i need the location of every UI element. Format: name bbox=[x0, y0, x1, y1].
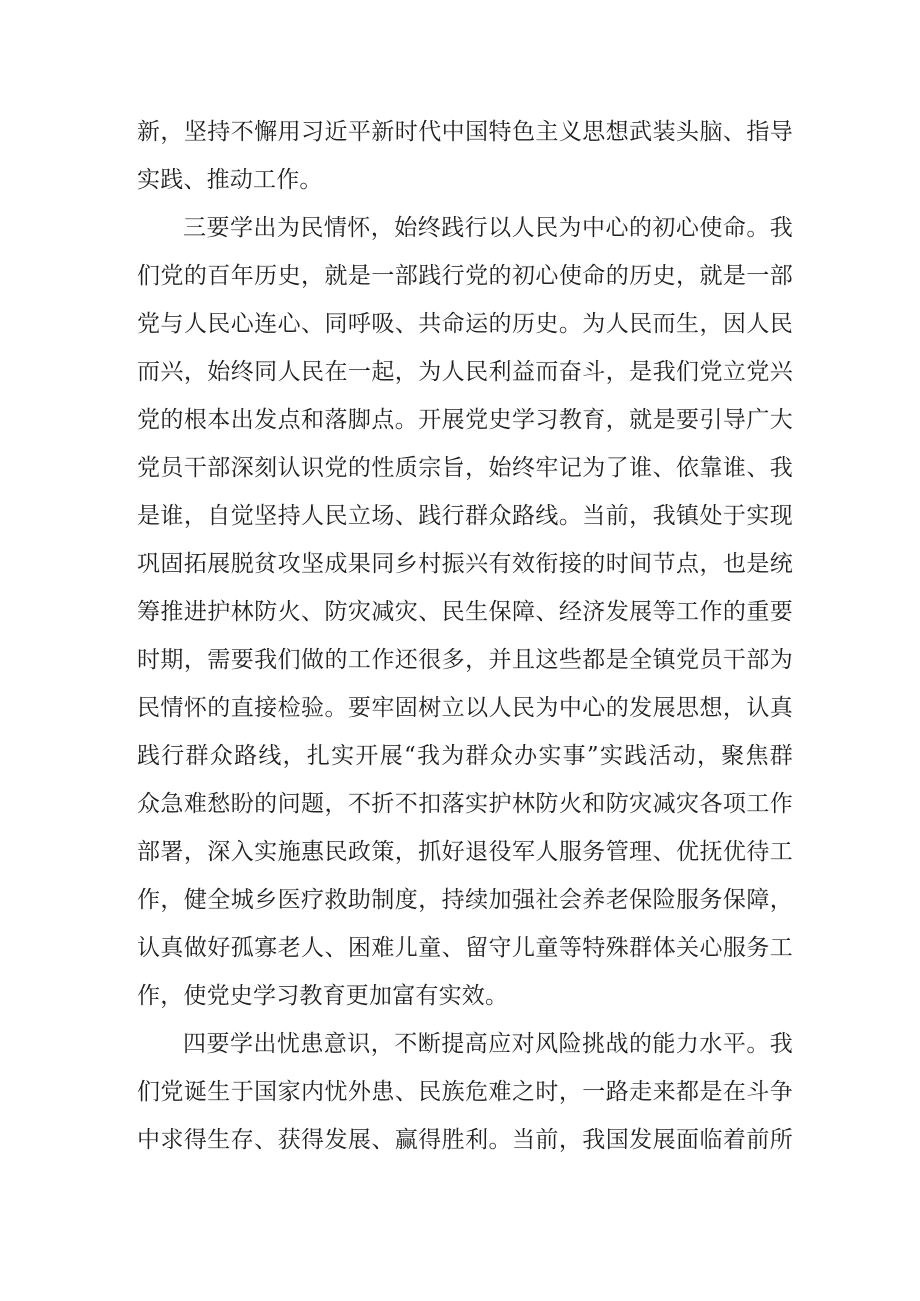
text-line: 部署，深入实施惠民政策，抓好退役军人服务管理、优抚优待工 bbox=[137, 839, 793, 865]
text-line: 党的根本出发点和落脚点。开展党史学习教育，就是要引导广大 bbox=[137, 407, 793, 433]
text-line: 众急难愁盼的问题，不折不扣落实护林防火和防灾减灾各项工作 bbox=[137, 791, 793, 817]
paragraph-start-line: 四要学出忧患意识，不断提高应对风险挑战的能力水平。我 bbox=[183, 1031, 793, 1057]
text-line: 筹推进护林防火、防灾减灾、民生保障、经济发展等工作的重要 bbox=[137, 599, 793, 625]
text-line: 们党诞生于国家内忧外患、民族危难之时，一路走来都是在斗争 bbox=[137, 1079, 793, 1105]
text-line: 中求得生存、获得发展、赢得胜利。当前，我国发展面临着前所 bbox=[137, 1127, 793, 1153]
text-line: 党员干部深刻认识党的性质宗旨，始终牢记为了谁、依靠谁、我 bbox=[137, 455, 793, 481]
text-line: 巩固拓展脱贫攻坚成果同乡村振兴有效衔接的时间节点，也是统 bbox=[137, 551, 793, 577]
text-line: 践行群众路线，扎实开展“我为群众办实事”实践活动，聚焦群 bbox=[137, 743, 793, 769]
text-line: 认真做好孤寡老人、困难儿童、留守儿童等特殊群体关心服务工 bbox=[137, 935, 793, 961]
text-line: 新，坚持不懈用习近平新时代中国特色主义思想武装头脑、指导 bbox=[137, 119, 793, 145]
text-line: 作，健全城乡医疗救助制度，持续加强社会养老保险服务保障， bbox=[137, 887, 793, 913]
text-line: 民情怀的直接检验。要牢固树立以人民为中心的发展思想，认真 bbox=[137, 695, 793, 721]
text-line: 实践、推动工作。 bbox=[137, 167, 323, 193]
text-line: 作，使党史学习教育更加富有实效。 bbox=[137, 983, 509, 1009]
body-text bbox=[137, 108, 793, 1164]
text-line: 而兴，始终同人民在一起，为人民利益而奋斗，是我们党立党兴 bbox=[137, 359, 793, 385]
text-line: 党与人民心连心、同呼吸、共命运的历史。为人民而生，因人民 bbox=[137, 311, 793, 337]
paragraph-start-line: 三要学出为民情怀，始终践行以人民为中心的初心使命。我 bbox=[183, 215, 793, 241]
text-line: 是谁，自觉坚持人民立场、践行群众路线。当前，我镇处于实现 bbox=[137, 503, 793, 529]
text-line: 们党的百年历史，就是一部践行党的初心使命的历史，就是一部 bbox=[137, 263, 793, 289]
text-line: 时期，需要我们做的工作还很多，并且这些都是全镇党员干部为 bbox=[137, 647, 793, 673]
